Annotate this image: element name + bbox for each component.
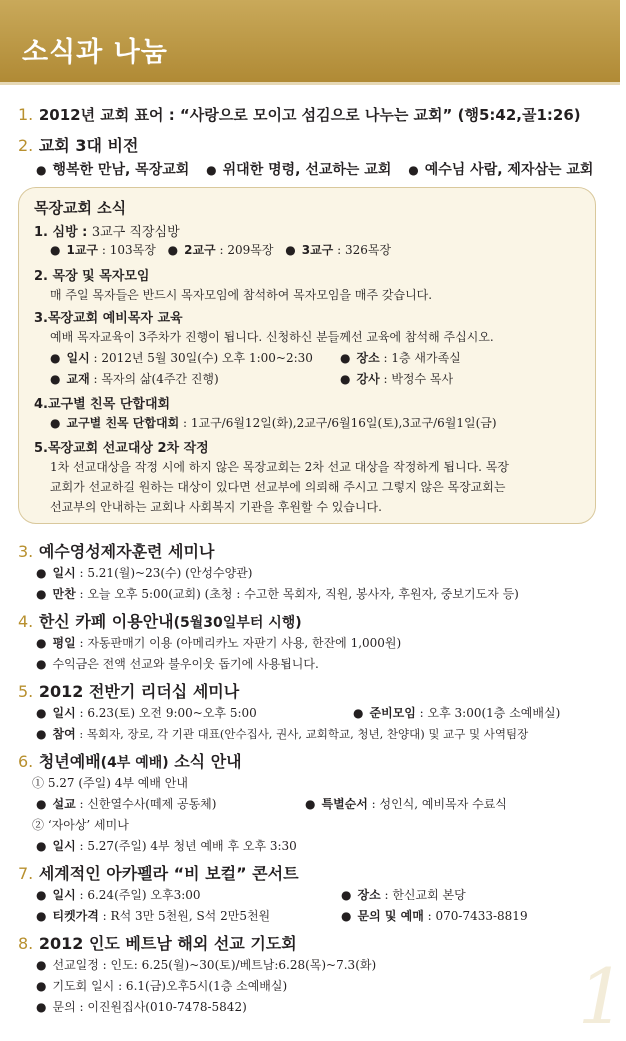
bullet-icon: ●	[340, 351, 351, 365]
district-label: 2교구	[184, 243, 216, 257]
item-4-text: 한신 카페 이용안내	[38, 612, 174, 631]
box-item-label: 5.목장교회 선교대상 2차 작정	[34, 441, 209, 456]
box-item-5-title	[34, 437, 209, 456]
field-value: : R석 3만 5천원, S석 2만5천원	[98, 909, 271, 923]
bullet-icon: ●	[36, 163, 47, 177]
bullet-icon: ●	[285, 243, 296, 257]
field-value: : 1층 새가족실	[379, 351, 461, 365]
bullet-icon: ●	[36, 636, 47, 650]
box-item-5-line: 선교부의 안내하는 교회나 사회복지 기관을 후원할 수 있습니다.	[50, 500, 382, 514]
field-label: 장소	[356, 351, 380, 365]
field-value: : 2012년 5월 30일(수) 오후 1:00~2:30	[89, 351, 313, 365]
field-label: 참여	[52, 727, 76, 741]
item-7-price	[36, 907, 270, 924]
field-label: 일시	[52, 888, 76, 902]
item-5-text: 2012 전반기 리더십 세미나	[38, 682, 240, 701]
item-4	[18, 609, 302, 632]
item-7-place	[341, 886, 466, 903]
field-value: : 오늘 오후 5:00(교회) (초청 : 수고한 목회자, 직원, 봉사자, 후원자, 중보기도자 등)	[75, 587, 519, 601]
field-value: : 자동판매기 이용 (아메리카노 자판기 사용, 한잔에 1,000원)	[75, 636, 402, 650]
box-item-5-line: 1차 선교대상을 작정 시에 하지 않은 목장교회는 2차 선교 대상을 작정하게 됩니다. 목장	[50, 460, 509, 474]
field-value: : 5.21(월)~23(수) (안성수양관)	[75, 566, 253, 580]
field-label: 교재	[66, 372, 90, 386]
field-label: 일시	[52, 566, 76, 580]
field-label: 평일	[52, 636, 76, 650]
district-label: 1교구	[66, 243, 99, 257]
field-value: : 한신교회 본당	[380, 888, 466, 902]
item-number: 8.	[18, 934, 34, 953]
item-3-dinner	[36, 585, 519, 602]
item-number: 7.	[18, 864, 34, 883]
bullet-icon: ●	[341, 909, 352, 923]
field-label: 장소	[357, 888, 381, 902]
box-item-3-title	[34, 307, 183, 326]
bullet-icon: ●	[36, 657, 47, 671]
item-7-date	[36, 886, 201, 903]
bullet-icon: ●	[36, 839, 47, 853]
field-label: 준비모임	[369, 706, 416, 720]
item-6-date	[36, 837, 297, 854]
bullet-icon: ●	[206, 163, 217, 177]
field-value: : 6.23(토) 오전 9:00~오후 5:00	[75, 706, 257, 720]
vision-item: 위대한 명령, 선교하는 교회	[222, 162, 392, 178]
field-value: 수익금은 전액 선교와 불우이웃 돕기에 사용됩니다.	[52, 657, 319, 671]
box-item-3-date	[50, 349, 313, 366]
bullet-icon: ●	[36, 587, 47, 601]
item-6-special	[305, 795, 507, 812]
field-label: 만찬	[52, 587, 76, 601]
bullet-icon: ●	[341, 888, 352, 902]
item-4-subtext: (5월30일부터 시행)	[173, 615, 302, 631]
item-7-text: 세계적인 아카펠라 “비 보컬” 콘서트	[38, 864, 299, 883]
field-label: 일시	[52, 706, 76, 720]
bullet-icon: ●	[50, 416, 61, 430]
box-title: 목장교회 소식	[34, 199, 127, 217]
item-2-text: 교회 3대 비전	[38, 136, 139, 155]
field-value: 문의 : 이진원집사(010-7478-5842)	[52, 1000, 247, 1014]
field-value: : 6.24(주일) 오후3:00	[75, 888, 201, 902]
section-header	[0, 0, 620, 82]
field-value: : 070-7433-8819	[423, 909, 528, 923]
item-2	[18, 133, 138, 156]
bullet-icon: ●	[50, 351, 61, 365]
item-8-contact	[36, 998, 247, 1015]
district-label: 3교구	[301, 243, 334, 257]
page-number: 1	[577, 952, 626, 1041]
item-number: 1.	[18, 105, 34, 124]
field-label: 교구별 친목 단합대회	[66, 416, 180, 430]
field-label: 일시	[66, 351, 90, 365]
box-item-1-detail	[50, 241, 391, 258]
bullet-icon: ●	[50, 372, 61, 386]
box-item-3-place	[340, 349, 461, 366]
item-number: 2.	[18, 136, 34, 155]
bullet-icon: ●	[340, 372, 351, 386]
bullet-icon: ●	[50, 243, 61, 257]
item-4-proceeds	[36, 655, 319, 672]
box-item-label: 3.목장교회 예비목자 교육	[34, 311, 183, 326]
item-8	[18, 931, 297, 954]
bullet-icon: ●	[305, 797, 316, 811]
field-label: 특별순서	[321, 797, 368, 811]
box-item-1-title	[34, 221, 180, 240]
item-6-sub-1: ① 5.27 (주일) 4부 예배 안내	[32, 776, 188, 790]
item-6-text-rest: 소식 안내	[168, 752, 242, 771]
box-item-label: 1. 심방 :	[34, 225, 92, 240]
item-number: 5.	[18, 682, 34, 701]
item-number: 3.	[18, 542, 34, 561]
item-5-prep	[353, 704, 560, 721]
item-number: 6.	[18, 752, 34, 771]
vision-item: 행복한 만남, 목장교회	[52, 162, 190, 178]
box-item-4-detail	[50, 414, 497, 431]
header-divider	[0, 82, 620, 85]
item-8-text: 2012 인도 베트남 해외 선교 기도회	[38, 934, 297, 953]
item-number: 4.	[18, 612, 34, 631]
item-3-text: 예수영성제자훈련 세미나	[38, 542, 215, 561]
item-3-date	[36, 564, 252, 581]
item-8-prayer	[36, 977, 287, 994]
field-value: : 박정수 목사	[379, 372, 454, 386]
item-5	[18, 679, 239, 702]
bullet-icon: ●	[36, 888, 47, 902]
field-label: 설교	[52, 797, 76, 811]
box-item-2-title	[34, 265, 149, 284]
field-label: 티켓가격	[52, 909, 99, 923]
item-5-participants	[36, 725, 528, 742]
field-label: 일시	[52, 839, 76, 853]
district-value: : 103목장	[98, 243, 156, 257]
field-label: 강사	[356, 372, 380, 386]
box-item-3-book	[50, 370, 219, 387]
bullet-icon: ●	[36, 1000, 47, 1014]
box-item-label: 4.교구별 친목 단합대회	[34, 397, 171, 412]
district-value: : 209목장	[215, 243, 274, 257]
bullet-icon: ●	[36, 958, 47, 972]
item-5-date	[36, 704, 257, 721]
item-7-contact	[341, 907, 528, 924]
item-6-text: 청년예배	[38, 752, 101, 771]
item-4-weekday	[36, 634, 401, 651]
item-6	[18, 749, 242, 772]
field-value: 선교일정 : 인도: 6.25(월)~30(토)/베트남:6.28(목)~7.3(화)	[52, 958, 377, 972]
box-item-value: 3교구 직장심방	[91, 225, 180, 240]
field-value: : 5.27(주일) 4부 청년 예배 후 오후 3:30	[75, 839, 297, 853]
item-1	[18, 104, 581, 125]
section-title: 소식과 나눔	[22, 37, 168, 68]
box-item-3-speaker	[340, 370, 453, 387]
field-value: 기도회 일시 : 6.1(금)오후5시(1층 소예배실)	[52, 979, 288, 993]
field-value: : 신한열수사(떼제 공동체)	[75, 797, 217, 811]
item-7	[18, 861, 299, 884]
bullet-icon: ●	[36, 727, 47, 741]
vision-list	[36, 159, 593, 179]
item-1-text: 2012년 교회 표어 : “사랑으로 모이고 섬김으로 나누는 교회” (행5:42,골1:26)	[38, 106, 581, 124]
field-value: : 1교구/6월12일(화),2교구/6월16일(토),3교구/6월1일(금)	[179, 416, 497, 430]
bullet-icon: ●	[36, 979, 47, 993]
field-value: : 목회자, 장로, 각 기관 대표(안수집사, 권사, 교회학교, 청년, 찬양대) 및 교구 및 사역팀장	[75, 727, 529, 741]
field-value: : 성인식, 예비목자 수료식	[367, 797, 507, 811]
box-item-label: 2. 목장 및 목자모임	[34, 269, 150, 284]
bullet-icon: ●	[167, 243, 179, 257]
field-value: : 목자의 삶(4주간 진행)	[89, 372, 219, 386]
item-6-sub-2: ② ‘자아상’ 세미나	[32, 818, 129, 832]
box-item-4-title	[34, 393, 170, 412]
bullet-icon: ●	[36, 566, 47, 580]
bullet-icon: ●	[353, 706, 364, 720]
district-value: : 326목장	[333, 243, 392, 257]
vision-item: 예수님 사람, 제자삼는 교회	[424, 162, 594, 178]
bullet-icon: ●	[36, 909, 47, 923]
box-item-3-body: 예배 목자교육이 3주차가 진행이 됩니다. 신청하신 분들께선 교육에 참석해 주십시오.	[50, 330, 494, 344]
field-value: : 오후 3:00(1층 소예배실)	[415, 706, 561, 720]
box-item-5-line: 교회가 선교하길 원하는 대상이 있다면 선교부에 의뢰해 주시고 그렇지 않은 목장교회는	[50, 480, 506, 494]
item-3	[18, 539, 214, 562]
box-item-2-body: 매 주일 목자들은 반드시 목자모임에 참석하여 목자모임을 매주 갖습니다.	[50, 288, 433, 302]
item-6-subtext: (4부 예배)	[100, 755, 169, 771]
item-6-sermon	[36, 795, 216, 812]
item-8-schedule	[36, 956, 376, 973]
bullet-icon: ●	[36, 706, 47, 720]
bullet-icon: ●	[408, 163, 419, 177]
field-label: 문의 및 예매	[357, 909, 424, 923]
bullet-icon: ●	[36, 797, 47, 811]
